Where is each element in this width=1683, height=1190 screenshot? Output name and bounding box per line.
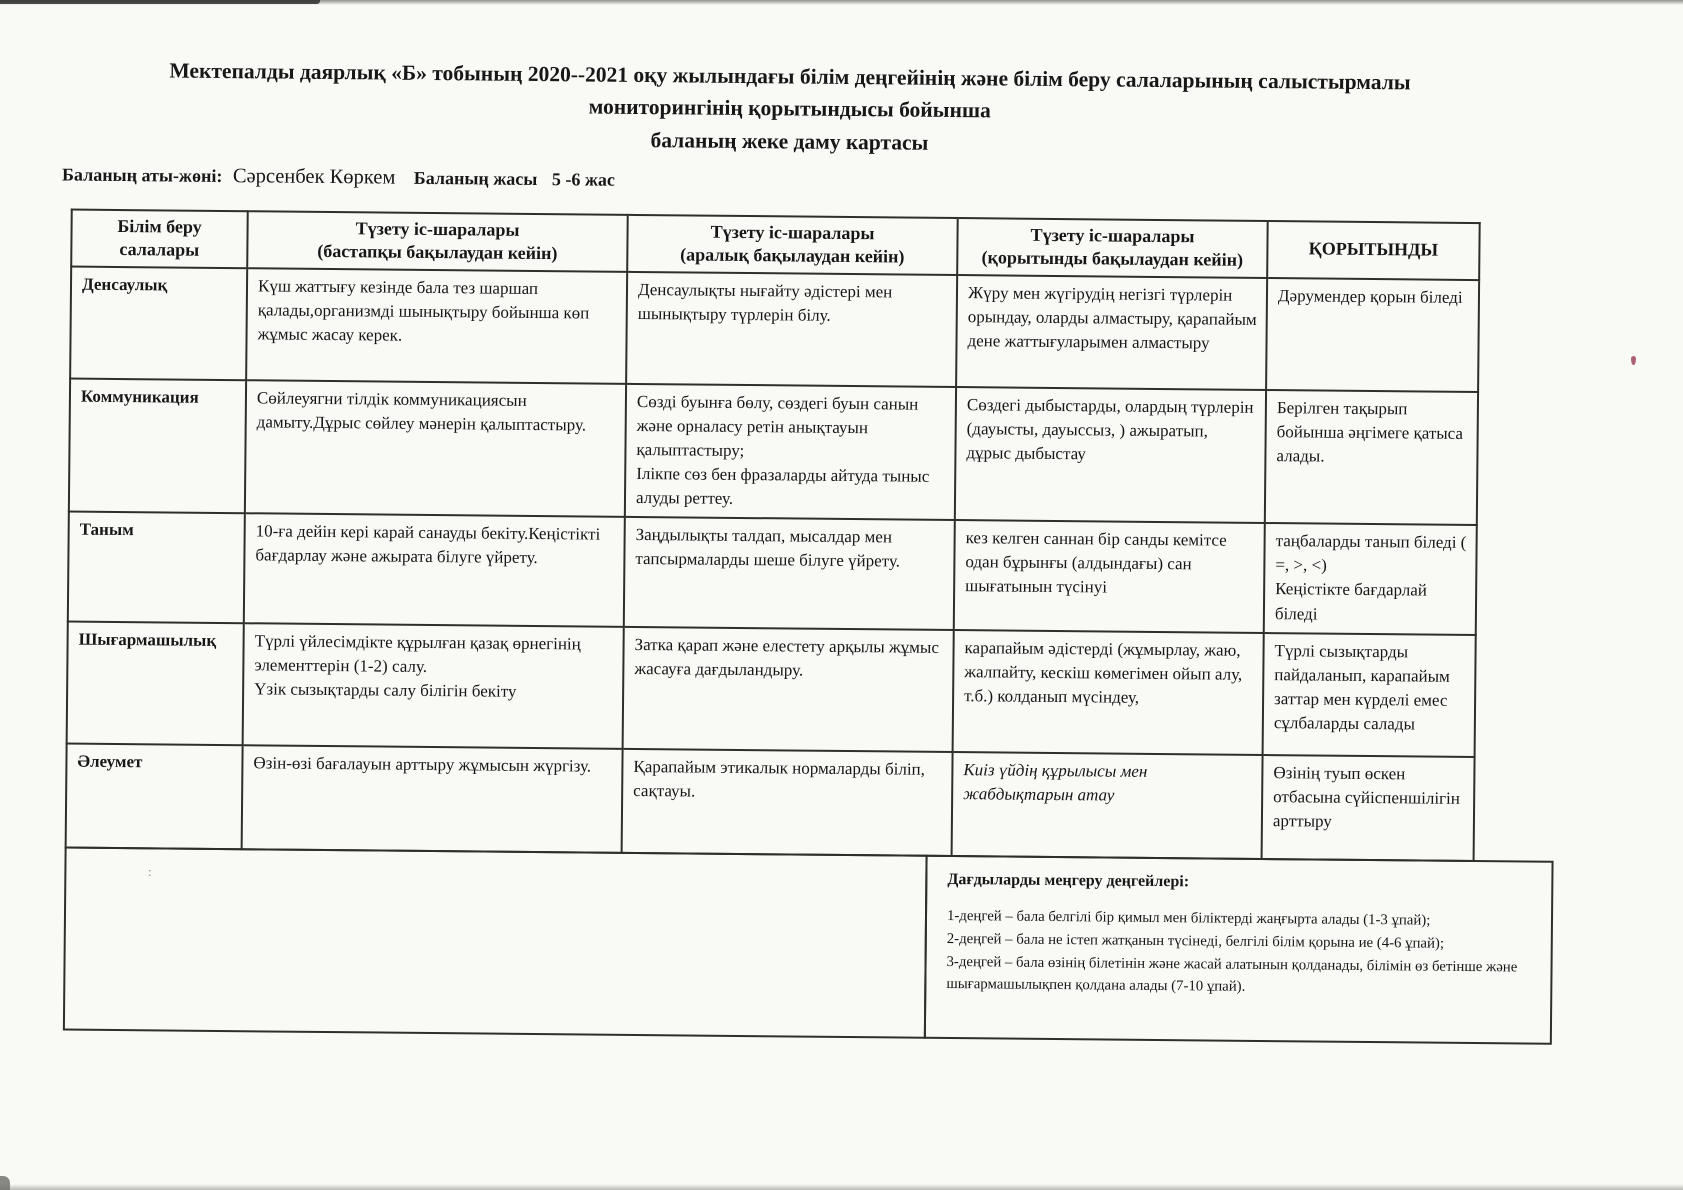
empty-cell [63, 846, 928, 1038]
levels-heading: Дағдыларды меңгеру деңгейлері: [947, 870, 1190, 890]
development-monitoring-table [65, 208, 1481, 861]
scan-corner-mark-bottom-left [0, 1176, 10, 1190]
skill-levels-legend [924, 854, 1554, 1044]
table-row-communication [69, 378, 1478, 525]
table-row-social [66, 743, 1475, 861]
cell-creativity-conclusion: Түрлі сызықтарды пайдаланып, карапайым заттар мен күрделі емес сұлбаларды салады [1263, 633, 1476, 757]
cell-cognition-after-initial: 10-ға дейін кері карай санауды бекіту.Кеңістікті бағдарлау және ажырата білуге үйрету. [244, 513, 625, 626]
cell-communication-after-final: Сөздегі дыбыстарды, олардың түрлерін (дауысты, дауыссыз, ) ажыратып, дұрыс дыбыстау [955, 387, 1266, 524]
row-label-social: Әлеумет [66, 743, 243, 849]
cell-health-conclusion: Дәрумендер қорын біледі [1266, 278, 1479, 392]
cell-social-after-interim: Қарапайым этикалык нормаларды біліп, сақтауы. [622, 749, 953, 856]
col-header-education-areas: Білім беру салалары [71, 209, 248, 267]
col-header-after-initial: Түзету іс-шаралары (бастапқы бақылаудан кейін) [247, 211, 628, 271]
cell-creativity-after-initial: Түрлі үйлесімдікте құрылған қазақ өрнегінің элементтерін (1-2) салу. Үзік сызықтарды салу білігін бекіту [243, 623, 624, 749]
child-name-label: Баланың аты-жөні: [61, 164, 223, 186]
document-title [85, 54, 1494, 164]
row-label-cognition: Таным [68, 512, 245, 623]
child-age-value: 5 -6 жас [551, 168, 616, 190]
child-info-line [62, 163, 1682, 202]
cell-communication-conclusion: Берілген тақырып бойынша әңгімеге қатыса алады. [1265, 390, 1478, 526]
child-age-label: Баланың жасы [413, 167, 538, 189]
cell-cognition-conclusion: таңбаларды танып біледі ( =, >, <) Кеңістікте бағдарлай біледі [1264, 523, 1477, 635]
title-line-1: Мектепалды даярлық «Б» тобының 2020--2021 оқу жылындағы білім деңгейінің және білім беру салаларының салыстырмалы [169, 58, 1411, 95]
row-label-health: Денсаулық [70, 266, 247, 380]
cell-creativity-after-interim: Затка қарап және елестету арқылы жұмыс жасауға дағдыландыру. [623, 627, 954, 752]
cell-communication-after-initial: Сөйлеуягни тілдік коммуникациясын дамыту.Дұрыс сөйлеу мәнерін қалыптастыру. [245, 380, 626, 517]
cell-health-after-interim: Денсаулықты нығайту әдістері мен шынықтыру түрлерін білу. [626, 271, 957, 386]
cell-creativity-after-final: карапайым әдістерді (жұмырлау, жаю, жалпайту, кескіш көмегімен ойып алу, т.б.) колданып мүсіндеу, [953, 630, 1264, 755]
gray-speck [148, 864, 151, 873]
title-line-2: мониторингінің қорытындысы бойынша [588, 94, 991, 123]
level-3-description: 3-деңгей – бала өзінің білетінін және жасай алатынын қолданады, білімін өз бетінше және шығармашылықпен қолдана алады (7-10 ұпай). [946, 954, 1518, 996]
cell-social-after-initial: Өзін-өзі бағалауын арттыру жұмысын жүргізу. [242, 745, 623, 853]
title-line-3: баланың жеке даму картасы [650, 127, 929, 155]
table-row-creativity [67, 621, 1476, 757]
cell-communication-after-interim: Сөзді буынға бөлу, сөздегі буын санын және орналасу ретін анықтауын қалыптастыру; Ілікпе сөз бен фразаларды айтуда тыныс алуды реттеу. [625, 383, 956, 520]
cell-social-after-final: Киіз үйдің құрылысы мен жабдықтарын атау [952, 752, 1263, 859]
level-2-description: 2-деңгей – бала не істеп жатқанын түсінеді, белгілі білім қорына ие (4-6 ұпай); [946, 930, 1445, 952]
col-header-conclusion: ҚОРЫТЫНДЫ [1267, 221, 1480, 280]
row-label-communication: Коммуникация [69, 378, 246, 513]
col-header-after-final: Түзету іс-шаралары (қорытынды бақылаудан кейін) [957, 218, 1268, 278]
col-header-after-interim: Түзету іс-шаралары (аралық бақылаудан кейін) [627, 215, 958, 275]
table-bottom-row [63, 846, 1676, 1045]
level-1-description: 1-деңгей – бала белгілі бір қимыл мен біліктерді жаңғырта алады (1-3 ұпай); [946, 907, 1431, 929]
table-row-health [70, 266, 1479, 392]
row-label-creativity: Шығармашылық [67, 621, 244, 745]
cell-cognition-after-interim: Заңдылықты талдап, мысалдар мен тапсырмаларды шеше білуге үйрету. [624, 517, 955, 630]
scan-edge-bottom [0, 1184, 1683, 1190]
cell-health-after-initial: Күш жаттығу кезінде бала тез шаршап қалады,организмді шынықтыру бойынша көп жұмыс жасау керек. [246, 268, 627, 384]
cell-cognition-after-final: кез келген саннан бір санды кемітсе одан бұрынғы (алдындағы) сан шығатынын түсінуі [954, 520, 1265, 632]
cell-health-after-final: Жүру мен жүгірудің негізгі түрлерін орындау, оларды алмастыру, қарапайым дене жаттығуларымен алмастыру [956, 275, 1267, 390]
scan-corner-mark-top-left [0, 0, 320, 4]
child-name-value: Сәрсенбек Көркем [232, 164, 396, 189]
cell-social-conclusion: Өзінің туып өскен отбасына сүйіспеншілігін арттыру [1262, 755, 1475, 861]
table-row-cognition [68, 512, 1477, 635]
